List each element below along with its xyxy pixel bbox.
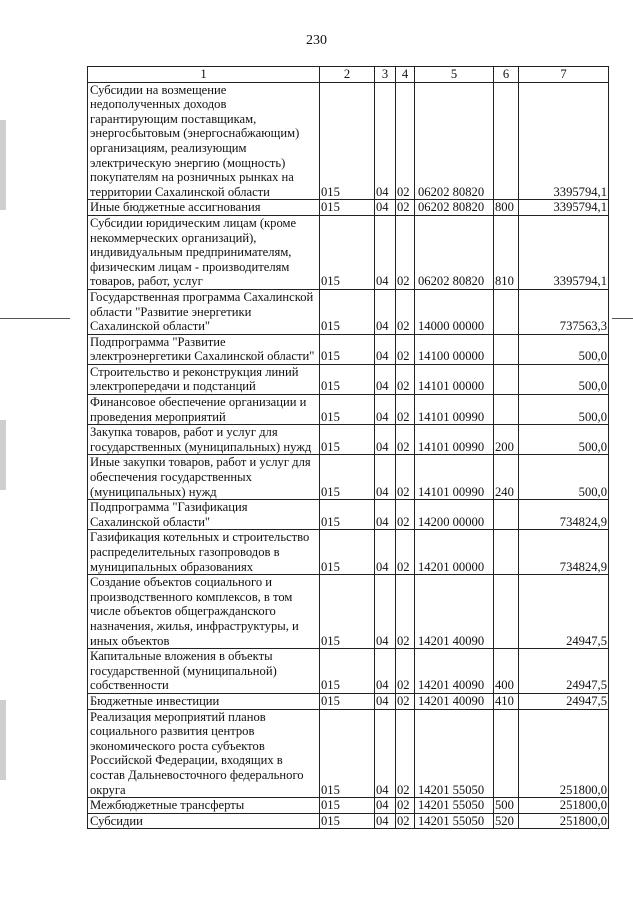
amount-cell: 3395794,1 xyxy=(519,215,609,289)
target-article-cell: 14201 00000 xyxy=(415,530,494,575)
target-article-cell: 14201 40090 xyxy=(415,575,494,649)
admin-code-cell: 015 xyxy=(320,395,375,425)
section-cell: 04 xyxy=(375,364,396,394)
amount-cell: 251800,0 xyxy=(519,798,609,814)
subsection-cell: 02 xyxy=(396,200,415,216)
expense-type-cell: 200 xyxy=(494,425,519,455)
target-article-cell: 14201 55050 xyxy=(415,798,494,814)
admin-code-cell: 015 xyxy=(320,709,375,798)
amount-cell: 3395794,1 xyxy=(519,200,609,216)
subsection-cell: 02 xyxy=(396,215,415,289)
table-row xyxy=(88,813,609,829)
table-row xyxy=(88,530,609,575)
header-cell: 2 xyxy=(320,67,375,83)
amount-cell: 24947,5 xyxy=(519,693,609,709)
section-cell: 04 xyxy=(375,693,396,709)
table-row xyxy=(88,334,609,364)
table-row xyxy=(88,455,609,500)
expense-type-cell xyxy=(494,82,519,200)
item-name-cell: Подпрограмма "Развитие электроэнергетики Сахалинской области" xyxy=(88,334,320,364)
subsection-cell: 02 xyxy=(396,334,415,364)
admin-code-cell: 015 xyxy=(320,575,375,649)
section-cell: 04 xyxy=(375,530,396,575)
section-cell: 04 xyxy=(375,649,396,694)
expense-type-cell xyxy=(494,289,519,334)
expense-type-cell xyxy=(494,530,519,575)
expense-type-cell xyxy=(494,500,519,530)
section-cell: 04 xyxy=(375,500,396,530)
section-cell: 04 xyxy=(375,334,396,364)
scan-margin-mark xyxy=(0,420,6,490)
admin-code-cell: 015 xyxy=(320,530,375,575)
amount-cell: 500,0 xyxy=(519,455,609,500)
item-name-cell: Создание объектов социального и производственного комплексов, в том числе объектов общегражданского назначения, жилья, инфраструктуры, и иных объектов xyxy=(88,575,320,649)
amount-cell: 500,0 xyxy=(519,334,609,364)
section-cell: 04 xyxy=(375,215,396,289)
target-article-cell: 14101 00990 xyxy=(415,425,494,455)
amount-cell: 500,0 xyxy=(519,395,609,425)
admin-code-cell: 015 xyxy=(320,289,375,334)
table-row xyxy=(88,200,609,216)
expense-type-cell: 800 xyxy=(494,200,519,216)
section-cell: 04 xyxy=(375,798,396,814)
amount-cell: 734824,9 xyxy=(519,500,609,530)
target-article-cell: 14201 40090 xyxy=(415,693,494,709)
header-row xyxy=(88,67,609,83)
target-article-cell: 14100 00000 xyxy=(415,334,494,364)
header-cell: 1 xyxy=(88,67,320,83)
table-row xyxy=(88,798,609,814)
table-row xyxy=(88,395,609,425)
target-article-cell: 14201 40090 xyxy=(415,649,494,694)
target-article-cell: 14201 55050 xyxy=(415,813,494,829)
target-article-cell: 06202 80820 xyxy=(415,200,494,216)
admin-code-cell: 015 xyxy=(320,798,375,814)
header-cell: 7 xyxy=(519,67,609,83)
admin-code-cell: 015 xyxy=(320,425,375,455)
item-name-cell: Субсидии на возмещение недополученных доходов гарантирующим поставщикам, энергосбытовым (энергоснабжающим) организациям, реализующим электрическую энергию (мощность) покупателям на розничных рынках на территории Сахалинской области xyxy=(88,82,320,200)
amount-cell: 500,0 xyxy=(519,425,609,455)
section-cell: 04 xyxy=(375,289,396,334)
item-name-cell: Субсидии юридическим лицам (кроме некоммерческих организаций), индивидуальным предпринимателям, физическим лицам - производителям товаров, работ, услуг xyxy=(88,215,320,289)
expense-type-cell xyxy=(494,364,519,394)
target-article-cell: 06202 80820 xyxy=(415,82,494,200)
admin-code-cell: 015 xyxy=(320,500,375,530)
amount-cell: 3395794,1 xyxy=(519,82,609,200)
target-article-cell: 14101 00000 xyxy=(415,364,494,394)
table-row xyxy=(88,215,609,289)
item-name-cell: Газификация котельных и строительство распределительных газопроводов в муниципальных образованиях xyxy=(88,530,320,575)
target-article-cell: 06202 80820 xyxy=(415,215,494,289)
target-article-cell: 14201 55050 xyxy=(415,709,494,798)
expense-type-cell: 240 xyxy=(494,455,519,500)
expense-type-cell xyxy=(494,334,519,364)
item-name-cell: Капитальные вложения в объекты государственной (муниципальной) собственности xyxy=(88,649,320,694)
item-name-cell: Государственная программа Сахалинской области "Развитие энергетики Сахалинской области" xyxy=(88,289,320,334)
amount-cell: 737563,3 xyxy=(519,289,609,334)
admin-code-cell: 015 xyxy=(320,82,375,200)
subsection-cell: 02 xyxy=(396,364,415,394)
table-row xyxy=(88,575,609,649)
admin-code-cell: 015 xyxy=(320,215,375,289)
subsection-cell: 02 xyxy=(396,82,415,200)
table-row xyxy=(88,649,609,694)
table-row xyxy=(88,82,609,200)
expense-type-cell xyxy=(494,395,519,425)
section-cell: 04 xyxy=(375,82,396,200)
section-cell: 04 xyxy=(375,455,396,500)
header-cell: 5 xyxy=(415,67,494,83)
page-number: 230 xyxy=(306,33,327,48)
item-name-cell: Подпрограмма "Газификация Сахалинской области" xyxy=(88,500,320,530)
item-name-cell: Иные закупки товаров, работ и услуг для обеспечения государственных (муниципальных) нужд xyxy=(88,455,320,500)
item-name-cell: Строительство и реконструкция линий электропередачи и подстанций xyxy=(88,364,320,394)
scan-margin-mark xyxy=(0,120,6,210)
item-name-cell: Реализация мероприятий планов социального развития центров экономического роста субъектов Российской Федерации, входящих в состав Дальневосточного федерального округа xyxy=(88,709,320,798)
admin-code-cell: 015 xyxy=(320,200,375,216)
subsection-cell: 02 xyxy=(396,289,415,334)
table-row xyxy=(88,693,609,709)
header-cell: 3 xyxy=(375,67,396,83)
subsection-cell: 02 xyxy=(396,649,415,694)
subsection-cell: 02 xyxy=(396,693,415,709)
header-cell: 6 xyxy=(494,67,519,83)
subsection-cell: 02 xyxy=(396,395,415,425)
subsection-cell: 02 xyxy=(396,813,415,829)
amount-cell: 251800,0 xyxy=(519,813,609,829)
expense-type-cell: 520 xyxy=(494,813,519,829)
admin-code-cell: 015 xyxy=(320,649,375,694)
target-article-cell: 14000 00000 xyxy=(415,289,494,334)
section-cell: 04 xyxy=(375,575,396,649)
admin-code-cell: 015 xyxy=(320,693,375,709)
item-name-cell: Финансовое обеспечение организации и проведения мероприятий xyxy=(88,395,320,425)
section-cell: 04 xyxy=(375,709,396,798)
subsection-cell: 02 xyxy=(396,425,415,455)
scan-margin-mark xyxy=(0,700,6,780)
admin-code-cell: 015 xyxy=(320,334,375,364)
table-row xyxy=(88,425,609,455)
section-cell: 04 xyxy=(375,395,396,425)
item-name-cell: Иные бюджетные ассигнования xyxy=(88,200,320,216)
item-name-cell: Бюджетные инвестиции xyxy=(88,693,320,709)
subsection-cell: 02 xyxy=(396,500,415,530)
scan-line xyxy=(0,318,70,319)
target-article-cell: 14101 00990 xyxy=(415,455,494,500)
amount-cell: 24947,5 xyxy=(519,649,609,694)
item-name-cell: Закупка товаров, работ и услуг для государственных (муниципальных) нужд xyxy=(88,425,320,455)
item-name-cell: Межбюджетные трансферты xyxy=(88,798,320,814)
amount-cell: 500,0 xyxy=(519,364,609,394)
budget-table xyxy=(87,66,609,829)
section-cell: 04 xyxy=(375,425,396,455)
amount-cell: 251800,0 xyxy=(519,709,609,798)
subsection-cell: 02 xyxy=(396,798,415,814)
table-row xyxy=(88,364,609,394)
expense-type-cell: 410 xyxy=(494,693,519,709)
section-cell: 04 xyxy=(375,200,396,216)
table-row xyxy=(88,289,609,334)
expense-type-cell: 500 xyxy=(494,798,519,814)
target-article-cell: 14200 00000 xyxy=(415,500,494,530)
expense-type-cell: 400 xyxy=(494,649,519,694)
amount-cell: 734824,9 xyxy=(519,530,609,575)
expense-type-cell xyxy=(494,575,519,649)
expense-type-cell xyxy=(494,709,519,798)
subsection-cell: 02 xyxy=(396,575,415,649)
expense-type-cell: 810 xyxy=(494,215,519,289)
subsection-cell: 02 xyxy=(396,530,415,575)
table-row xyxy=(88,500,609,530)
section-cell: 04 xyxy=(375,813,396,829)
subsection-cell: 02 xyxy=(396,455,415,500)
admin-code-cell: 015 xyxy=(320,364,375,394)
subsection-cell: 02 xyxy=(396,709,415,798)
header-cell: 4 xyxy=(396,67,415,83)
admin-code-cell: 015 xyxy=(320,813,375,829)
scan-line xyxy=(612,318,633,319)
admin-code-cell: 015 xyxy=(320,455,375,500)
target-article-cell: 14101 00990 xyxy=(415,395,494,425)
item-name-cell: Субсидии xyxy=(88,813,320,829)
table-row xyxy=(88,709,609,798)
amount-cell: 24947,5 xyxy=(519,575,609,649)
